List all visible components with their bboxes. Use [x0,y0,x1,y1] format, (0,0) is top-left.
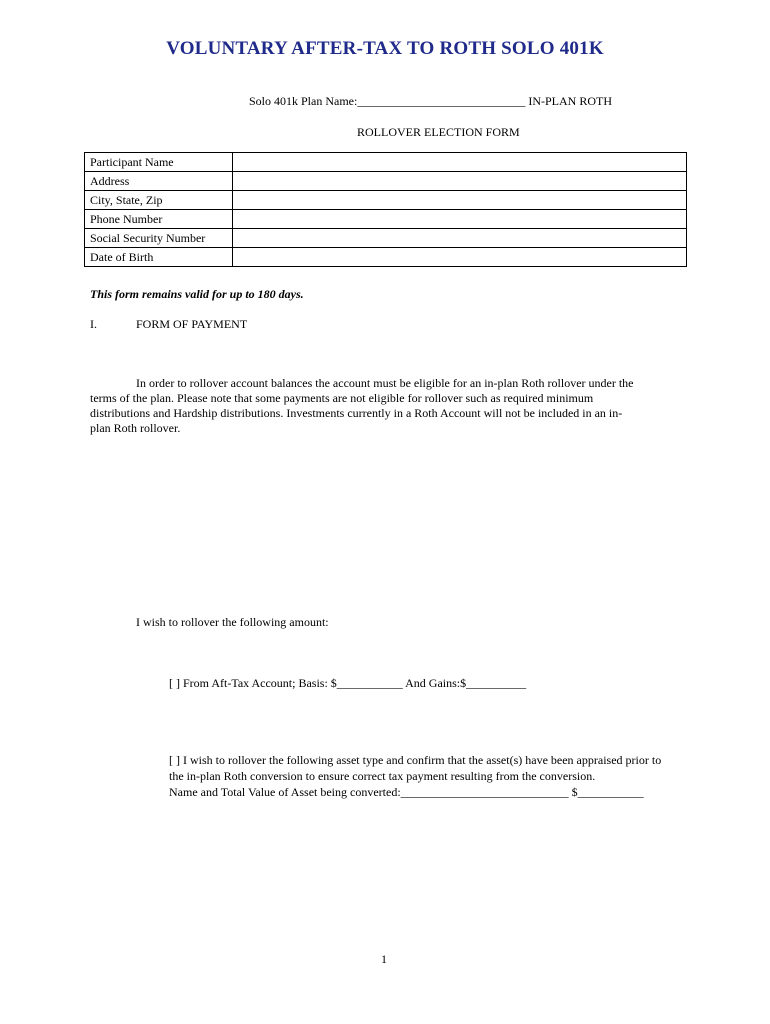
participant-name-label: Participant Name [85,153,233,172]
asset-option-line: Name and Total Value of Asset being converted:____________________________ $___________ [169,785,644,799]
form-subtitle: ROLLOVER ELECTION FORM [357,125,520,139]
table-row [85,153,687,172]
table-row [85,172,687,191]
plan-name-line: Solo 401k Plan Name:____________________________ IN-PLAN ROTH [249,94,612,108]
table-row [85,248,687,267]
date-of-birth-field[interactable] [233,248,687,267]
validity-notice: This form remains valid for up to 180 days. [90,287,304,301]
ssn-field[interactable] [233,229,687,248]
paragraph-line: terms of the plan. Please note that some payments are not eligible for rollover such as required minimum [90,391,594,405]
asset-option-line: the in-plan Roth conversion to ensure correct tax payment resulting from the conversion. [169,769,596,783]
table-row [85,210,687,229]
paragraph-line: In order to rollover account balances the account must be eligible for an in-plan Roth rollover under the [136,376,634,390]
rollover-amount-intro: I wish to rollover the following amount: [136,615,329,629]
section-title: FORM OF PAYMENT [136,317,248,331]
section-number: I. [90,317,97,331]
asset-option-line: [ ] I wish to rollover the following asset type and confirm that the asset(s) have been appraised prior to [169,753,662,767]
participant-info-table [84,152,687,267]
asset-type-option[interactable] [169,752,661,800]
city-state-zip-field[interactable] [233,191,687,210]
phone-number-label: Phone Number [85,210,233,229]
paragraph-line: distributions and Hardship distributions. Investments currently in a Roth Account will not be included in an in- [90,406,623,420]
phone-number-field[interactable] [233,210,687,229]
table-row [85,191,687,210]
page-number: 1 [381,952,387,966]
eligibility-paragraph [90,376,670,436]
city-state-zip-label: City, State, Zip [85,191,233,210]
participant-name-field[interactable] [233,153,687,172]
date-of-birth-label: Date of Birth [85,248,233,267]
form-title: VOLUNTARY AFTER-TAX TO ROTH SOLO 401K [166,38,604,59]
address-label: Address [85,172,233,191]
after-tax-account-option[interactable]: [ ] From Aft-Tax Account; Basis: $___________ And Gains:$__________ [169,676,527,690]
paragraph-line: plan Roth rollover. [90,421,181,435]
ssn-label: Social Security Number [85,229,233,248]
table-row [85,229,687,248]
address-field[interactable] [233,172,687,191]
